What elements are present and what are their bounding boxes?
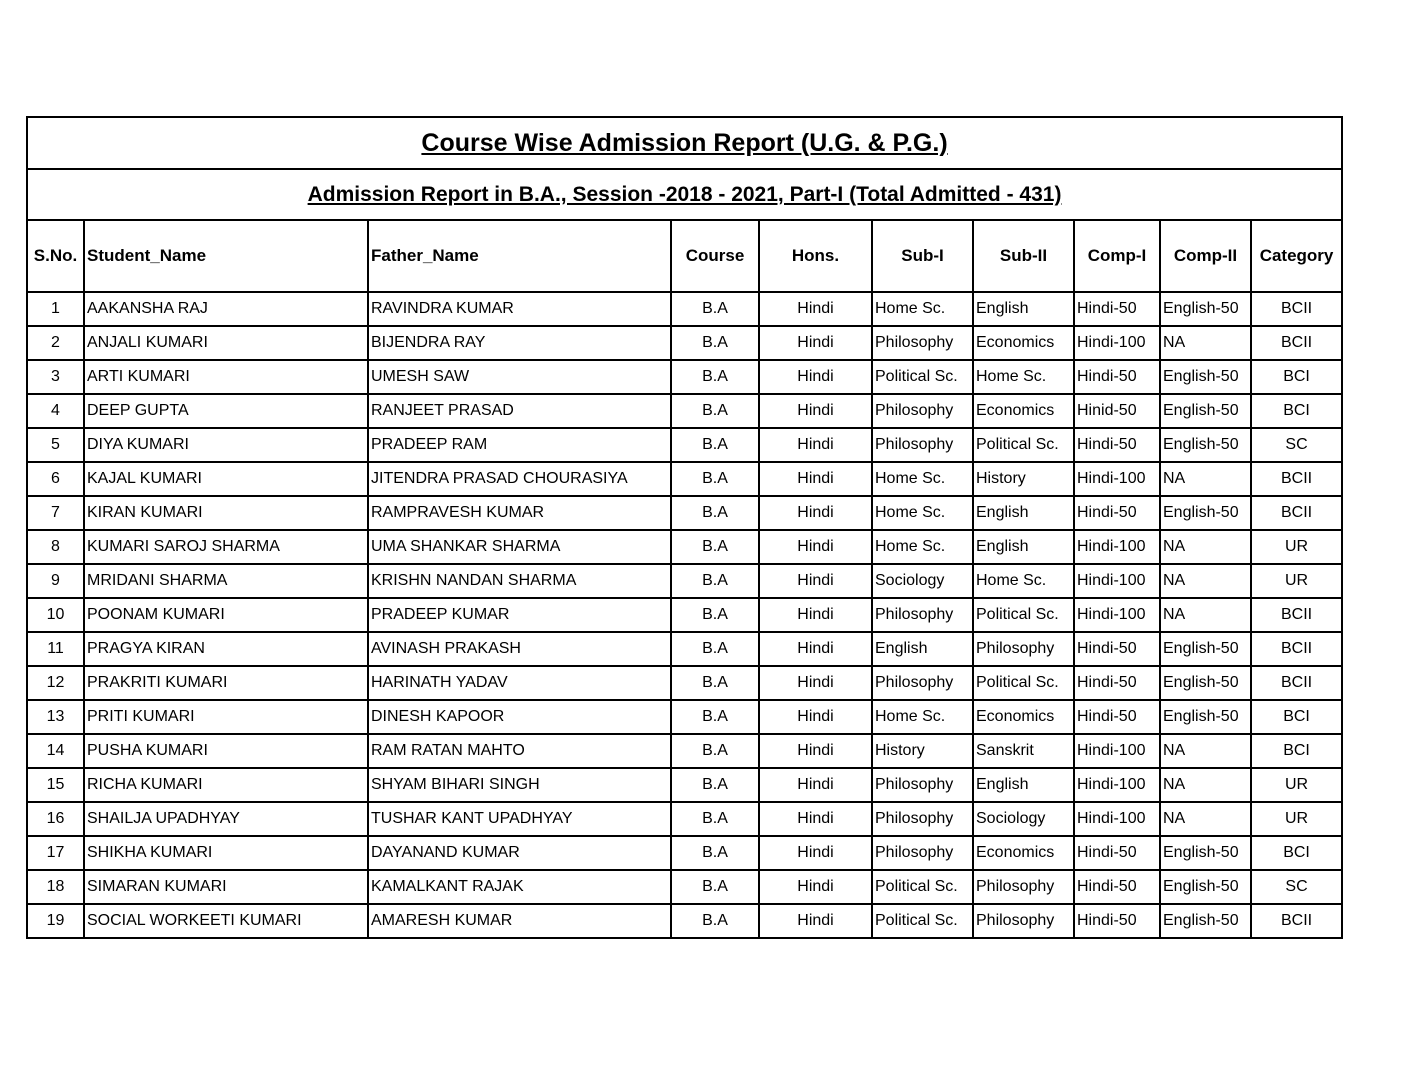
sno-cell: 9 — [27, 564, 84, 598]
student-name-cell: SHIKHA KUMARI — [84, 836, 368, 870]
sno-cell: 16 — [27, 802, 84, 836]
comp-1-cell: Hindi-50 — [1074, 632, 1160, 666]
category-cell: BCII — [1251, 496, 1342, 530]
sub-2-cell: Political Sc. — [973, 428, 1074, 462]
header-sno: S.No. — [27, 220, 84, 292]
hons-cell: Hindi — [759, 904, 872, 938]
category-cell: BCI — [1251, 734, 1342, 768]
table-row — [27, 768, 1342, 802]
comp-2-cell: NA — [1160, 802, 1251, 836]
sub-1-cell: Political Sc. — [872, 870, 973, 904]
student-name-cell: SHAILJA UPADHYAY — [84, 802, 368, 836]
comp-1-cell: Hindi-100 — [1074, 462, 1160, 496]
father-name-cell: RAVINDRA KUMAR — [368, 292, 671, 326]
comp-1-cell: Hinid-50 — [1074, 394, 1160, 428]
sub-1-cell: English — [872, 632, 973, 666]
category-cell: BCI — [1251, 836, 1342, 870]
hons-cell: Hindi — [759, 734, 872, 768]
category-cell: BCII — [1251, 666, 1342, 700]
comp-2-cell: NA — [1160, 530, 1251, 564]
sub-1-cell: Philosophy — [872, 768, 973, 802]
comp-1-cell: Hindi-50 — [1074, 496, 1160, 530]
hons-cell: Hindi — [759, 768, 872, 802]
category-cell: SC — [1251, 428, 1342, 462]
sub-1-cell: Philosophy — [872, 598, 973, 632]
table-row — [27, 904, 1342, 938]
student-name-cell: MRIDANI SHARMA — [84, 564, 368, 598]
father-name-cell: HARINATH YADAV — [368, 666, 671, 700]
course-cell: B.A — [671, 530, 759, 564]
category-cell: BCI — [1251, 394, 1342, 428]
sub-1-cell: Home Sc. — [872, 462, 973, 496]
course-cell: B.A — [671, 700, 759, 734]
sub-2-cell: Home Sc. — [973, 360, 1074, 394]
header-comp-1: Comp-I — [1074, 220, 1160, 292]
sno-cell: 6 — [27, 462, 84, 496]
hons-cell: Hindi — [759, 700, 872, 734]
sub-1-cell: Political Sc. — [872, 904, 973, 938]
course-cell: B.A — [671, 768, 759, 802]
category-cell: UR — [1251, 530, 1342, 564]
comp-1-cell: Hindi-100 — [1074, 734, 1160, 768]
sub-1-cell: Home Sc. — [872, 530, 973, 564]
course-cell: B.A — [671, 904, 759, 938]
father-name-cell: UMA SHANKAR SHARMA — [368, 530, 671, 564]
sub-2-cell: Sanskrit — [973, 734, 1074, 768]
comp-1-cell: Hindi-50 — [1074, 666, 1160, 700]
sno-cell: 12 — [27, 666, 84, 700]
hons-cell: Hindi — [759, 462, 872, 496]
course-cell: B.A — [671, 836, 759, 870]
report-body — [27, 117, 1342, 938]
report-title: Course Wise Admission Report (U.G. & P.G.) — [27, 117, 1342, 169]
student-name-cell: DEEP GUPTA — [84, 394, 368, 428]
course-cell: B.A — [671, 666, 759, 700]
comp-1-cell: Hindi-100 — [1074, 564, 1160, 598]
comp-2-cell: English-50 — [1160, 870, 1251, 904]
sub-1-cell: Home Sc. — [872, 700, 973, 734]
sub-2-cell: Home Sc. — [973, 564, 1074, 598]
sub-1-cell: Philosophy — [872, 394, 973, 428]
sub-2-cell: History — [973, 462, 1074, 496]
father-name-cell: AVINASH PRAKASH — [368, 632, 671, 666]
father-name-cell: RANJEET PRASAD — [368, 394, 671, 428]
table-row — [27, 496, 1342, 530]
hons-cell: Hindi — [759, 394, 872, 428]
father-name-cell: RAM RATAN MAHTO — [368, 734, 671, 768]
sub-1-cell: Philosophy — [872, 428, 973, 462]
table-row — [27, 700, 1342, 734]
table-row — [27, 428, 1342, 462]
sub-1-cell: History — [872, 734, 973, 768]
sno-cell: 4 — [27, 394, 84, 428]
sub-1-cell: Philosophy — [872, 802, 973, 836]
hons-cell: Hindi — [759, 326, 872, 360]
header-comp-2: Comp-II — [1160, 220, 1251, 292]
title-row — [27, 117, 1342, 169]
comp-1-cell: Hindi-100 — [1074, 768, 1160, 802]
comp-2-cell: NA — [1160, 564, 1251, 598]
comp-1-cell: Hindi-50 — [1074, 870, 1160, 904]
comp-2-cell: English-50 — [1160, 904, 1251, 938]
table-row — [27, 734, 1342, 768]
comp-2-cell: NA — [1160, 598, 1251, 632]
table-row — [27, 394, 1342, 428]
father-name-cell: KAMALKANT RAJAK — [368, 870, 671, 904]
category-cell: BCII — [1251, 326, 1342, 360]
admission-report-table — [26, 116, 1343, 939]
table-row — [27, 802, 1342, 836]
hons-cell: Hindi — [759, 292, 872, 326]
comp-2-cell: English-50 — [1160, 394, 1251, 428]
sub-1-cell: Philosophy — [872, 326, 973, 360]
hons-cell: Hindi — [759, 496, 872, 530]
sno-cell: 17 — [27, 836, 84, 870]
category-cell: BCII — [1251, 904, 1342, 938]
hons-cell: Hindi — [759, 530, 872, 564]
sno-cell: 10 — [27, 598, 84, 632]
course-cell: B.A — [671, 360, 759, 394]
comp-2-cell: English-50 — [1160, 360, 1251, 394]
table-row — [27, 632, 1342, 666]
sub-1-cell: Philosophy — [872, 836, 973, 870]
father-name-cell: PRADEEP KUMAR — [368, 598, 671, 632]
category-cell: UR — [1251, 768, 1342, 802]
comp-1-cell: Hindi-100 — [1074, 598, 1160, 632]
table-row — [27, 598, 1342, 632]
category-cell: UR — [1251, 564, 1342, 598]
course-cell: B.A — [671, 292, 759, 326]
category-cell: BCII — [1251, 632, 1342, 666]
category-cell: BCII — [1251, 292, 1342, 326]
comp-1-cell: Hindi-50 — [1074, 428, 1160, 462]
sub-2-cell: Philosophy — [973, 632, 1074, 666]
header-sub-1: Sub-I — [872, 220, 973, 292]
table-row — [27, 836, 1342, 870]
category-cell: UR — [1251, 802, 1342, 836]
comp-2-cell: English-50 — [1160, 666, 1251, 700]
hons-cell: Hindi — [759, 870, 872, 904]
course-cell: B.A — [671, 564, 759, 598]
comp-2-cell: NA — [1160, 734, 1251, 768]
sno-cell: 8 — [27, 530, 84, 564]
course-cell: B.A — [671, 496, 759, 530]
course-cell: B.A — [671, 734, 759, 768]
header-course: Course — [671, 220, 759, 292]
hons-cell: Hindi — [759, 632, 872, 666]
sub-2-cell: Philosophy — [973, 870, 1074, 904]
comp-2-cell: NA — [1160, 768, 1251, 802]
student-name-cell: KIRAN KUMARI — [84, 496, 368, 530]
sno-cell: 1 — [27, 292, 84, 326]
course-cell: B.A — [671, 462, 759, 496]
student-name-cell: DIYA KUMARI — [84, 428, 368, 462]
hons-cell: Hindi — [759, 802, 872, 836]
sub-2-cell: Political Sc. — [973, 666, 1074, 700]
hons-cell: Hindi — [759, 836, 872, 870]
father-name-cell: JITENDRA PRASAD CHOURASIYA — [368, 462, 671, 496]
course-cell: B.A — [671, 632, 759, 666]
header-student-name: Student_Name — [84, 220, 368, 292]
sub-2-cell: Political Sc. — [973, 598, 1074, 632]
sub-1-cell: Home Sc. — [872, 292, 973, 326]
table-row — [27, 564, 1342, 598]
sub-2-cell: English — [973, 768, 1074, 802]
comp-1-cell: Hindi-50 — [1074, 904, 1160, 938]
sub-2-cell: English — [973, 292, 1074, 326]
table-row — [27, 326, 1342, 360]
course-cell: B.A — [671, 802, 759, 836]
sno-cell: 13 — [27, 700, 84, 734]
category-cell: BCII — [1251, 598, 1342, 632]
course-cell: B.A — [671, 326, 759, 360]
father-name-cell: DAYANAND KUMAR — [368, 836, 671, 870]
comp-1-cell: Hindi-50 — [1074, 360, 1160, 394]
table-row — [27, 360, 1342, 394]
sub-2-cell: Economics — [973, 700, 1074, 734]
father-name-cell: KRISHN NANDAN SHARMA — [368, 564, 671, 598]
table-row — [27, 530, 1342, 564]
student-name-cell: RICHA KUMARI — [84, 768, 368, 802]
sno-cell: 3 — [27, 360, 84, 394]
category-cell: BCI — [1251, 360, 1342, 394]
student-name-cell: KUMARI SAROJ SHARMA — [84, 530, 368, 564]
header-sub-2: Sub-II — [973, 220, 1074, 292]
comp-2-cell: NA — [1160, 462, 1251, 496]
sub-2-cell: English — [973, 496, 1074, 530]
father-name-cell: AMARESH KUMAR — [368, 904, 671, 938]
hons-cell: Hindi — [759, 598, 872, 632]
comp-2-cell: English-50 — [1160, 836, 1251, 870]
hons-cell: Hindi — [759, 666, 872, 700]
category-cell: SC — [1251, 870, 1342, 904]
table-row — [27, 666, 1342, 700]
category-cell: BCII — [1251, 462, 1342, 496]
student-name-cell: POONAM KUMARI — [84, 598, 368, 632]
father-name-cell: TUSHAR KANT UPADHYAY — [368, 802, 671, 836]
sub-2-cell: Philosophy — [973, 904, 1074, 938]
student-name-cell: ANJALI KUMARI — [84, 326, 368, 360]
student-name-cell: SIMARAN KUMARI — [84, 870, 368, 904]
table-row — [27, 292, 1342, 326]
header-father-name: Father_Name — [368, 220, 671, 292]
comp-2-cell: English-50 — [1160, 496, 1251, 530]
hons-cell: Hindi — [759, 360, 872, 394]
comp-1-cell: Hindi-50 — [1074, 292, 1160, 326]
student-name-cell: AAKANSHA RAJ — [84, 292, 368, 326]
sub-1-cell: Home Sc. — [872, 496, 973, 530]
sub-2-cell: Economics — [973, 836, 1074, 870]
father-name-cell: BIJENDRA RAY — [368, 326, 671, 360]
student-name-cell: PUSHA KUMARI — [84, 734, 368, 768]
course-cell: B.A — [671, 428, 759, 462]
comp-1-cell: Hindi-100 — [1074, 530, 1160, 564]
sno-cell: 2 — [27, 326, 84, 360]
father-name-cell: DINESH KAPOOR — [368, 700, 671, 734]
student-name-cell: PRITI KUMARI — [84, 700, 368, 734]
sno-cell: 15 — [27, 768, 84, 802]
course-cell: B.A — [671, 598, 759, 632]
student-name-cell: PRAGYA KIRAN — [84, 632, 368, 666]
father-name-cell: RAMPRAVESH KUMAR — [368, 496, 671, 530]
course-cell: B.A — [671, 394, 759, 428]
sub-1-cell: Philosophy — [872, 666, 973, 700]
comp-1-cell: Hindi-50 — [1074, 700, 1160, 734]
comp-1-cell: Hindi-100 — [1074, 802, 1160, 836]
sno-cell: 14 — [27, 734, 84, 768]
sno-cell: 7 — [27, 496, 84, 530]
subtitle-row — [27, 169, 1342, 220]
student-name-cell: KAJAL KUMARI — [84, 462, 368, 496]
comp-2-cell: English-50 — [1160, 428, 1251, 462]
header-category: Category — [1251, 220, 1342, 292]
category-cell: BCI — [1251, 700, 1342, 734]
comp-2-cell: English-50 — [1160, 700, 1251, 734]
comp-1-cell: Hindi-50 — [1074, 836, 1160, 870]
comp-2-cell: English-50 — [1160, 632, 1251, 666]
header-hons: Hons. — [759, 220, 872, 292]
sub-1-cell: Sociology — [872, 564, 973, 598]
sno-cell: 19 — [27, 904, 84, 938]
comp-1-cell: Hindi-100 — [1074, 326, 1160, 360]
sno-cell: 11 — [27, 632, 84, 666]
father-name-cell: UMESH SAW — [368, 360, 671, 394]
sno-cell: 5 — [27, 428, 84, 462]
father-name-cell: SHYAM BIHARI SINGH — [368, 768, 671, 802]
sno-cell: 18 — [27, 870, 84, 904]
student-name-cell: ARTI KUMARI — [84, 360, 368, 394]
sub-2-cell: Economics — [973, 326, 1074, 360]
course-cell: B.A — [671, 870, 759, 904]
father-name-cell: PRADEEP RAM — [368, 428, 671, 462]
student-name-cell: SOCIAL WORKEETI KUMARI — [84, 904, 368, 938]
comp-2-cell: English-50 — [1160, 292, 1251, 326]
sub-2-cell: Sociology — [973, 802, 1074, 836]
hons-cell: Hindi — [759, 428, 872, 462]
student-name-cell: PRAKRITI KUMARI — [84, 666, 368, 700]
sub-2-cell: Economics — [973, 394, 1074, 428]
column-header-row — [27, 220, 1342, 292]
table-row — [27, 870, 1342, 904]
sub-1-cell: Political Sc. — [872, 360, 973, 394]
hons-cell: Hindi — [759, 564, 872, 598]
comp-2-cell: NA — [1160, 326, 1251, 360]
table-row — [27, 462, 1342, 496]
report-subtitle: Admission Report in B.A., Session -2018 - 2021, Part-I (Total Admitted - 431) — [27, 169, 1342, 220]
sub-2-cell: English — [973, 530, 1074, 564]
